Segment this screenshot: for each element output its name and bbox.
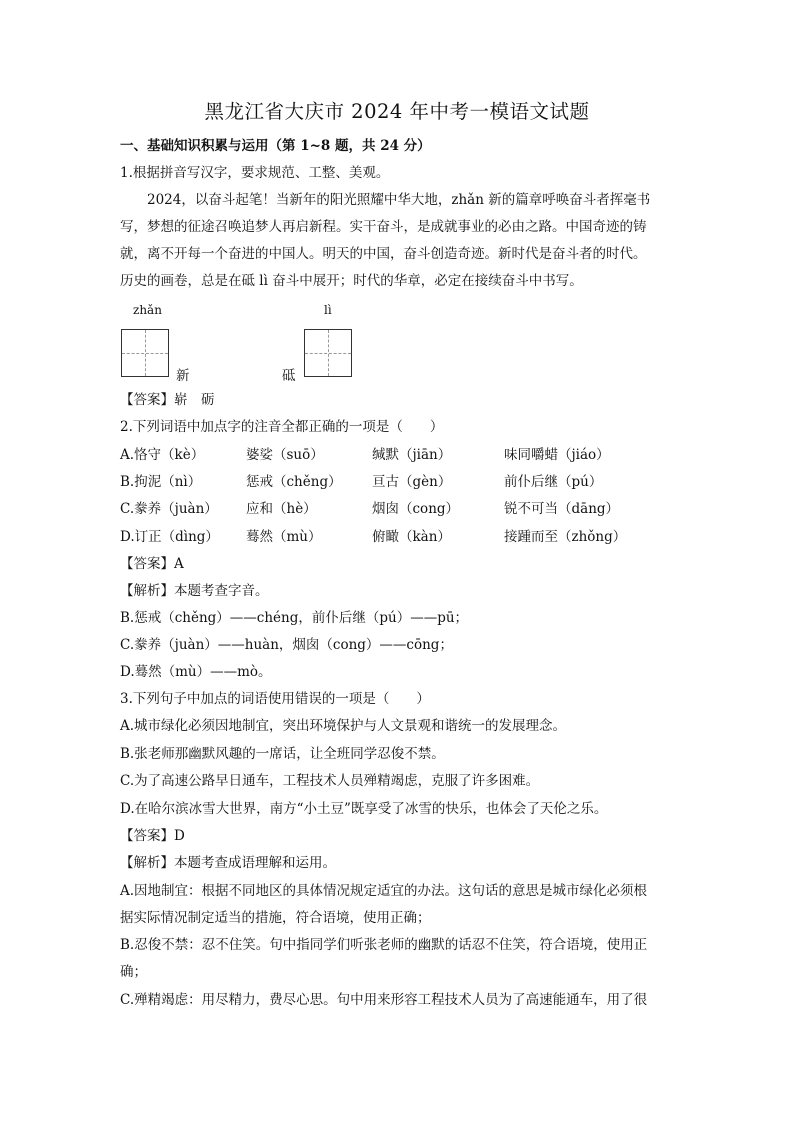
- option-cell: 接踵而至（zhǒng）: [504, 529, 627, 545]
- box-2-char: 砥: [282, 368, 296, 384]
- option-line: D.在哈尔滨冰雪大世界，南方“小土豆”既享受了冰雪的快乐，也体会了天伦之乐。: [120, 801, 608, 817]
- option-cell: D.订正（dìng）: [120, 529, 219, 545]
- question-2-prompt: 2.下列词语中加点字的注音全都正确的一项是（ ）: [120, 419, 444, 435]
- box-1-char: 新: [176, 368, 190, 384]
- passage-line: 就，离不开每一个奋进的中国人。明天的中国，奋斗创造奇迹。新时代是奋斗者的时代。: [120, 246, 647, 262]
- grid-guide: [328, 330, 329, 376]
- question-1-prompt: 1.根据拼音写汉字，要求规范、工整、美观。: [120, 165, 390, 181]
- analysis-line: B.忍俊不禁：忍不住笑。句中指同学们听张老师的幽默的话忍不住笑，符合语境，使用正: [120, 937, 648, 953]
- analysis-line: 确；: [120, 964, 147, 980]
- option-cell: 蓦然（mù）: [246, 529, 322, 545]
- option-cell: 前仆后继（pú）: [504, 474, 603, 490]
- option-cell: B.拘泥（nì）: [120, 474, 202, 490]
- pinyin-label-2: lì: [324, 303, 332, 317]
- analysis-line: B.惩戒（chěng）——chéng，前仆后继（pú）——pū；: [120, 610, 469, 626]
- answer-label: 【答案】A: [120, 556, 184, 572]
- page-title: 黑龙江省大庆市 2024 年中考一模语文试题: [204, 100, 590, 123]
- writing-box-1[interactable]: [121, 329, 169, 377]
- option-cell: 亘古（gèn）: [372, 474, 452, 490]
- question-3-prompt: 3.下列句子中加点的词语使用错误的一项是（ ）: [120, 691, 430, 707]
- option-line: C.为了高速公路早日通车，工程技术人员殚精竭虑，克服了许多困难。: [120, 773, 540, 789]
- option-cell: 惩戒（chěng）: [246, 474, 342, 490]
- analysis-line: C.殚精竭虑：用尽精力，费尽心思。句中用来形容工程技术人员为了高速能通车，用了很: [120, 992, 648, 1008]
- option-cell: 俯瞰（kàn）: [372, 529, 451, 545]
- option-cell: 烟囱（cong）: [372, 501, 460, 517]
- option-cell: 味同嚼蜡（jiáo）: [504, 447, 610, 463]
- pinyin-label-1: zhǎn: [133, 303, 162, 317]
- analysis-line: 据实际情况制定适当的措施，符合语境，使用正确；: [120, 910, 431, 926]
- option-cell: 锐不可当（dāng）: [504, 501, 620, 517]
- passage-line: 写，梦想的征途召唤追梦人再启新程。实干奋斗，是成就事业的必由之路。中国奇迹的铸: [120, 219, 647, 235]
- option-cell: C.豢养（juàn）: [120, 501, 218, 517]
- analysis-line: D.蓦然（mù）——mò。: [120, 664, 272, 680]
- passage-line: 2024，以奋斗起笔！当新年的阳光照耀中华大地，zhǎn 新的篇章呼唤奋斗者挥毫书: [147, 192, 651, 208]
- option-line: A.城市绿化必须因地制宜，突出环境保护与人文景观和谐统一的发展理念。: [120, 718, 567, 734]
- analysis-line: C.豢养（juàn）——huàn，烟囱（cong）——cōng；: [120, 637, 453, 653]
- grid-guide: [145, 330, 146, 376]
- passage-line: 历史的画卷，总是在砥 lì 奋斗中展开；时代的华章，必定在接续奋斗中书写。: [120, 273, 583, 289]
- analysis-title: 【解析】本题考查字音。: [120, 583, 269, 599]
- option-cell: 应和（hè）: [246, 501, 317, 517]
- analysis-line: A.因地制宜：根据不同地区的具体情况规定适宜的办法。这句话的意思是城市绿化必须根: [120, 883, 648, 899]
- answer-label: 【答案】D: [120, 828, 185, 844]
- answer-label: 【答案】崭 砺: [120, 392, 215, 408]
- section-heading: 一、基础知识积累与运用（第 1~8 题，共 24 分）: [120, 138, 431, 154]
- option-cell: 婆娑（suō）: [246, 447, 324, 463]
- option-line: B.张老师那幽默风趣的一席话，让全班同学忍俊不禁。: [120, 746, 445, 762]
- option-cell: 缄默（jiān）: [372, 447, 452, 463]
- option-cell: A.恪守（kè）: [120, 447, 205, 463]
- analysis-title: 【解析】本题考查成语理解和运用。: [120, 855, 336, 871]
- writing-box-2[interactable]: [304, 329, 352, 377]
